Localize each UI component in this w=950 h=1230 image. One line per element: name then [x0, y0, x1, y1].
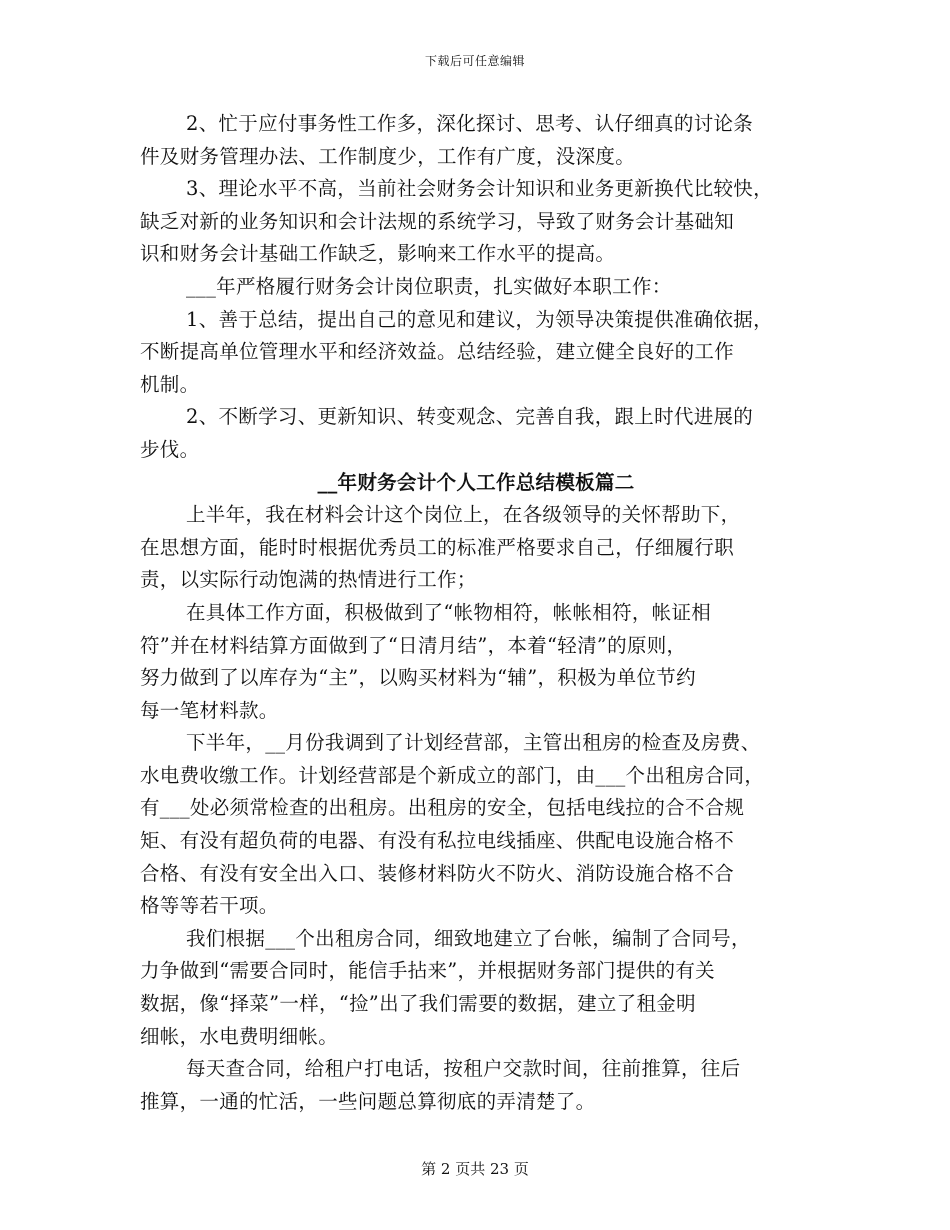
paragraph-line: 缺乏对新的业务知识和会计法规的系统学习，导致了财务会计基础知 [140, 209, 735, 233]
paragraph-line: 推算，一通的忙活，一些问题总算彻底的弄清楚了。 [140, 1089, 596, 1113]
paragraph-line: 在具体工作方面，积极做到了“帐物相符，帐帐相符，帐证相 [186, 600, 712, 624]
paragraph [140, 923, 812, 1053]
paragraph-line: 件及财务管理办法、工作制度少，工作有广度，没深度。 [140, 144, 636, 168]
paragraph-line: 我们根据___个出租房合同，细致地建立了台帐，编制了合同号， [186, 926, 751, 950]
paragraph-line: 1、善于总结，提出自己的意见和建议，为领导决策提供准确依据， [186, 307, 773, 331]
paragraph-line: 矩、有没有超负荷的电器、有没有私拉电线插座、供配电设施合格不 [140, 829, 735, 853]
paragraph-line: 2、忙于应付事务性工作多，深化探讨、思考、认仔细真的讨论条 [186, 112, 754, 135]
section-heading [140, 467, 812, 500]
paragraph [140, 401, 812, 466]
paragraph-line: 数据，像“择菜”一样，“捡”出了我们需要的数据，建立了租金明 [140, 992, 696, 1016]
paragraph-line: 责，以实际行动饱满的热情进行工作； [140, 568, 477, 592]
paragraph [140, 597, 812, 727]
paragraph-line: 力争做到“需要合同时，能信手拈来”，并根据财务部门提供的有关 [140, 959, 715, 983]
paragraph [140, 727, 812, 923]
paragraph-line: 每一笔材料款。 [140, 698, 279, 722]
paragraph-line: 识和财务会计基础工作缺乏，影响来工作水平的提高。 [140, 242, 616, 266]
paragraph-line: 下半年，__月份我调到了计划经营部，主管出租房的检查及房费、 [186, 731, 761, 755]
paragraph-line: 上半年，我在材料会计这个岗位上，在各级领导的关怀帮助下， [186, 503, 741, 527]
paragraph [140, 108, 812, 173]
page-header: 下载后可任意编辑 [424, 54, 525, 68]
paragraph [140, 499, 812, 597]
document-body [140, 108, 812, 1118]
section-heading-text: __年财务会计个人工作总结模板篇二 [317, 470, 635, 494]
paragraph-line: ___年严格履行财务会计岗位职责，扎实做好本职工作： [186, 274, 672, 298]
paragraph-line: 不断提高单位管理水平和经济效益。总结经验，建立健全良好的工作 [140, 340, 735, 364]
paragraph-line: 细帐，水电费明细帐。 [140, 1024, 339, 1048]
paragraph [140, 271, 812, 304]
paragraph-line: 符”并在材料结算方面做到了“日清月结”，本着“轻清”的原则， [140, 633, 687, 657]
paragraph-line: 机制。 [140, 372, 200, 396]
paragraph [140, 1053, 812, 1118]
paragraph-line: 2、不断学习、更新知识、转变观念、完善自我，跟上时代进展的 [186, 405, 754, 429]
paragraph-line: 在思想方面，能时时根据优秀员工的标准严格要求自己，仔细履行职 [140, 535, 735, 559]
paragraph-line: 努力做到了以库存为“主”，以购买材料为“辅”，积极为单位节约 [140, 666, 696, 690]
paragraph-line: 格等等若干项。 [140, 894, 279, 918]
paragraph-line: 合格、有没有安全出入口、装修材料防火不防火、消防设施合格不合 [140, 861, 735, 885]
page-footer: 第 2 页共 23 页 [421, 1160, 529, 1178]
paragraph [140, 173, 812, 271]
paragraph [140, 304, 812, 402]
paragraph-line: 步伐。 [140, 437, 200, 461]
paragraph-line: 每天查合同，给租户打电话，按租户交款时间，往前推算，往后 [186, 1057, 741, 1081]
paragraph-line: 水电费收缴工作。计划经营部是个新成立的部门，由___个出租房合同， [140, 763, 765, 787]
paragraph-line: 3、理论水平不高，当前社会财务会计知识和业务更新换代比较快， [186, 177, 773, 201]
paragraph-line: 有___处必须常检查的出租房。出租房的安全，包括电线拉的合不合规 [140, 796, 745, 820]
